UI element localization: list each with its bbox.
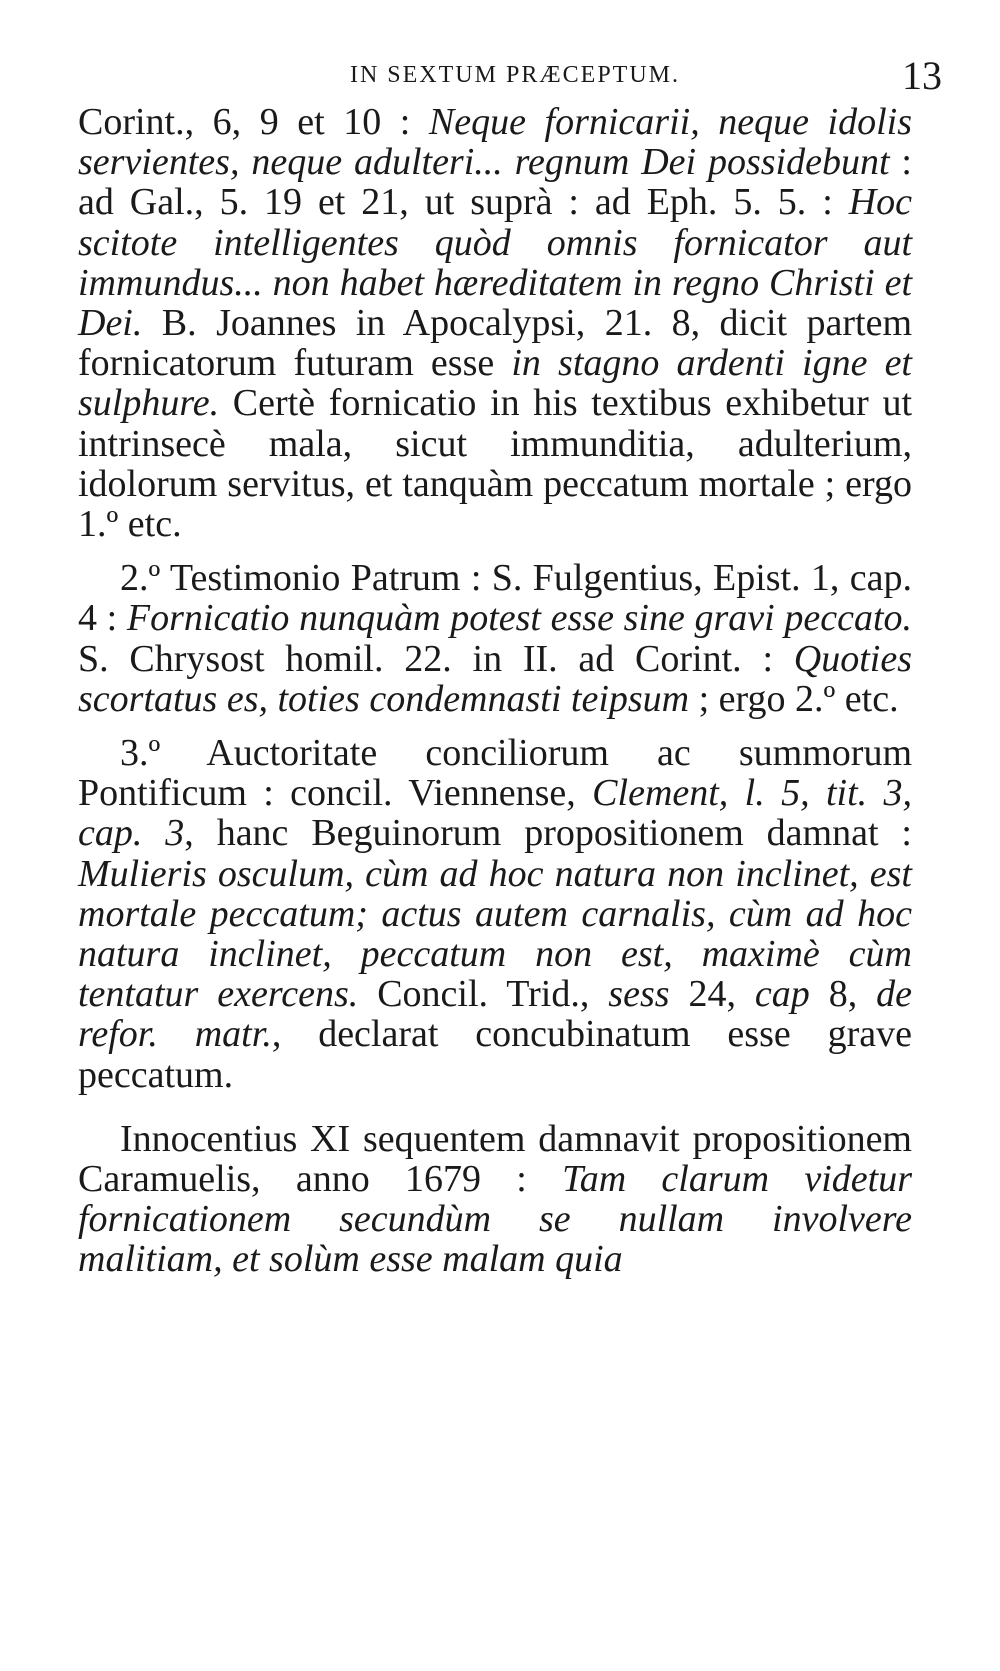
text-run: , declarat concubinatum esse grave peccatum. — [78, 1013, 912, 1096]
text-run: 24, — [669, 973, 755, 1016]
italic-quote: Quoties scortatus es, toties condemnasti teipsum — [78, 637, 912, 720]
text-run: ; ergo 2.º etc. — [689, 677, 899, 720]
text-run: 3.º Auctoritate conciliorum ac summorum Pontificum : concil. Viennense, — [78, 732, 912, 815]
italic-quote: in stagno ardenti igne et sulphure. — [78, 342, 912, 425]
text-run: : ad Gal., 5. 19 et 21, ut suprà : ad Eph. 5. 5. : — [78, 141, 912, 224]
italic-quote: Neque fornicarii, neque idolis servientes, neque adulteri... regnum Dei possidebunt — [78, 101, 912, 184]
text-run: Innocentius XI sequentem damnavit propositionem Caramuelis, anno 1679 : — [78, 1117, 912, 1201]
running-title: IN SEXTUM PRÆCEPTUM. — [349, 62, 681, 88]
paragraph-councils — [78, 733, 912, 1095]
italic-reference: de refor. matr. — [78, 973, 913, 1056]
text-run: S. Chrysost homil. 22. in II. ad Corint. : — [78, 637, 794, 680]
text-run: Corint., 6, 9 et 10 : — [78, 101, 429, 143]
paragraph-innocent — [78, 1119, 912, 1280]
italic-quote: Mulieris osculum, cùm ad hoc natura non inclinet, est mortale peccatum; actus autem carnalis, cùm ad hoc natura inclinet, peccatum non est, maximè cùm tentatur exercens. — [78, 852, 912, 1016]
italic-quote: Tam clarum videtur fornicationem secundùm se nullam involvere malitiam, et solùm esse malam quia — [78, 1158, 912, 1281]
italic-reference: Clement, l. 5, tit. 3, cap. 3 — [78, 772, 912, 855]
text-run: , hanc Beguinorum propositionem damnat : — [184, 812, 912, 855]
italic-reference: sess — [608, 973, 670, 1016]
body-text — [78, 102, 912, 1280]
italic-quote: Hoc scitote intelligentes quòd omnis fornicator aut immundus... non habet hæreditatem in regno Christi et Dei. — [78, 181, 912, 345]
text-run: Certè fornicatio in his textibus exhibetur ut intrinsecè mala, sicut immunditia, adulterium, idolorum servitus, et tanquàm peccatum mortale ; ergo 1.º etc. — [78, 382, 912, 546]
paragraph-fathers — [78, 558, 912, 719]
text-run: 2.º Testimonio Patrum : S. Fulgentius, Epist. 1, cap. 4 : — [78, 557, 912, 640]
text-run: Concil. Trid., — [358, 973, 609, 1016]
page-header — [80, 52, 950, 102]
text-run: 8, — [809, 973, 877, 1016]
italic-quote: Fornicatio nunquàm potest esse sine gravi peccato. — [126, 597, 913, 640]
page-number: 13 — [902, 53, 942, 98]
italic-reference: cap — [754, 973, 810, 1016]
text-run: B. Joannes in Apocalypsi, 21. 8, dicit partem fornicatorum futuram esse — [78, 302, 912, 385]
paragraph-scripture — [78, 102, 912, 544]
